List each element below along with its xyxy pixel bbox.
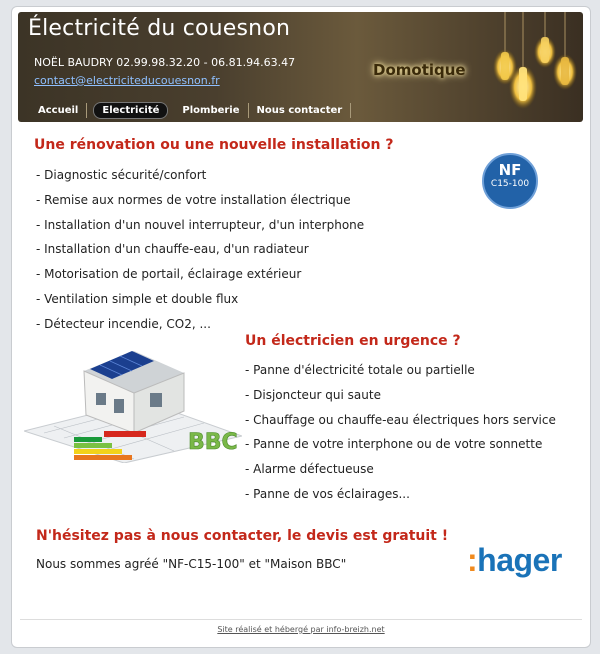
contact-cta-title: N'hésitez pas à nous contacter, le devis est gratuit ! — [36, 528, 449, 544]
main-nav — [30, 100, 351, 120]
list-item: - Panne de votre interphone ou de votre sonnette — [245, 437, 543, 452]
renovation-list — [36, 167, 364, 341]
section-renovation-title: Une rénovation ou une nouvelle installation ? — [34, 137, 394, 153]
contact-phones: NOËL BAUDRY 02.99.98.32.20 - 06.81.94.63.47 — [34, 56, 296, 69]
list-item: - Remise aux normes de votre installation électrique — [36, 192, 351, 207]
list-item: - Chauffage ou chauffe-eau électriques hors service — [245, 412, 556, 427]
footer-divider — [20, 619, 582, 620]
nav-item-electricite[interactable]: Electricité — [93, 102, 168, 119]
list-item: - Motorisation de portail, éclairage extérieur — [36, 267, 302, 282]
site-footer — [12, 625, 590, 634]
list-item: - Diagnostic sécurité/confort — [36, 168, 207, 182]
hager-logo — [467, 542, 562, 579]
badge-nf-label: NF — [498, 161, 522, 179]
list-item: - Installation d'un nouvel interrupteur, d'un interphone — [36, 217, 365, 232]
domotique-tagline: Domotique — [373, 61, 466, 79]
list-item: - Panne de vos éclairages... — [245, 486, 410, 501]
hager-logo-dot: : — [467, 542, 478, 578]
list-item: - Disjoncteur qui saute — [245, 387, 381, 402]
list-item: - Installation d'un chauffe-eau, d'un radiateur — [36, 242, 309, 257]
page-container — [11, 6, 591, 648]
footer-credit-link[interactable]: Site réalisé et hébergé par info-breizh.net — [217, 625, 385, 634]
site-title: Électricité du couesnon — [28, 16, 291, 41]
hager-logo-text: hager — [477, 542, 562, 578]
list-item: - Panne d'électricité totale ou partielle — [245, 363, 475, 377]
nf-c15-100-badge — [482, 153, 538, 209]
agreement-text: Nous sommes agréé "NF-C15-100" et "Maison BBC" — [36, 557, 347, 571]
nav-item-accueil[interactable]: Accueil — [30, 103, 87, 118]
badge-norm-label: C15-100 — [490, 179, 530, 189]
urgence-list — [245, 362, 556, 511]
bbc-house-image — [24, 341, 242, 463]
list-item: - Alarme défectueuse — [245, 462, 374, 477]
nav-item-nous-contacter[interactable]: Nous contacter — [249, 103, 352, 118]
bbc-label: BBC — [188, 430, 238, 455]
pendant-lamps-image — [493, 12, 583, 122]
site-header — [18, 12, 583, 122]
nav-item-plomberie[interactable]: Plomberie — [174, 103, 248, 118]
section-urgence-title: Un électricien en urgence ? — [245, 333, 461, 349]
list-item: - Détecteur incendie, CO2, ... — [36, 316, 211, 331]
email-link[interactable]: contact@electriciteducouesnon.fr — [34, 74, 220, 87]
list-item: - Ventilation simple et double flux — [36, 291, 239, 306]
